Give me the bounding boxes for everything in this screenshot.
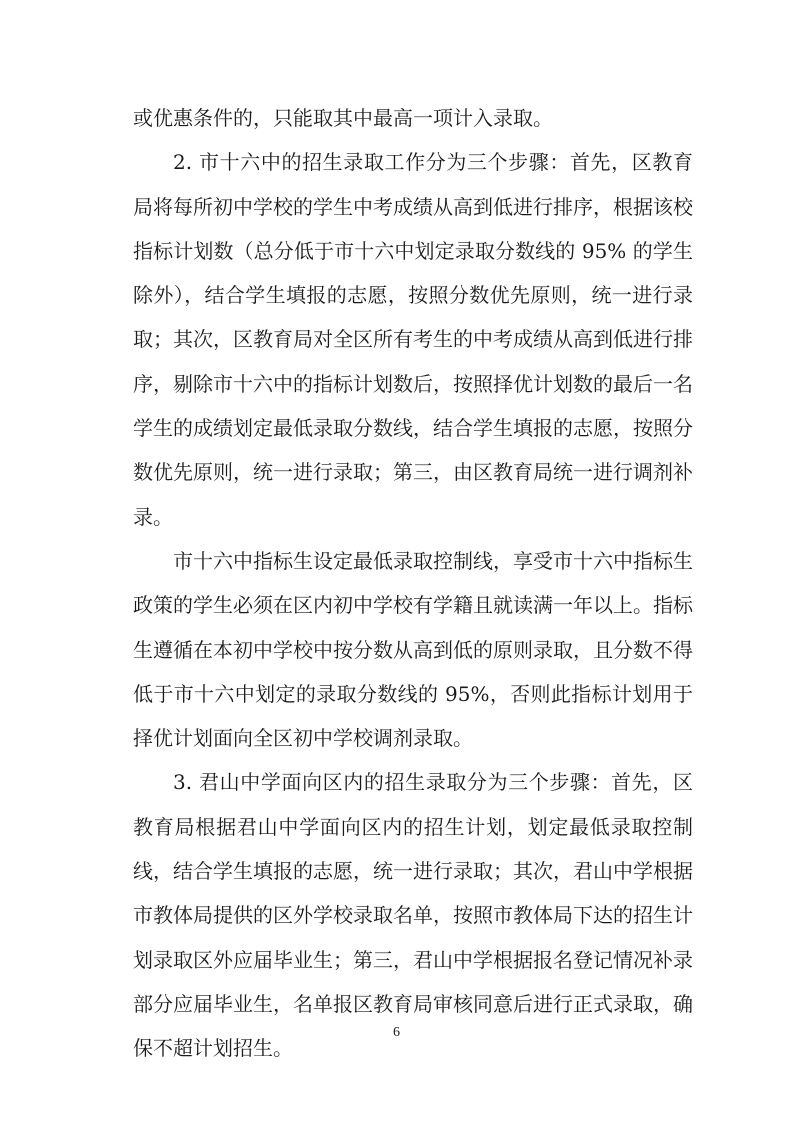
paragraph-item-3: 3. 君山中学面向区内的招生录取分为三个步骤：首先，区教育局根据君山中学面向区内的招生计划，划定最低录取控制线，结合学生填报的志愿，统一进行录取；其次，君山中学根据市教体局提供的区外学校录取名单，按照市教体局下达的招生计划录取区外应届毕业生；第三，君山中学根据报名登记情况补录部分应届毕业生，名单报区教育局审核同意后进行正式录取，确保不超计划招生。	[133, 770, 693, 1061]
page-number: 6	[393, 1025, 400, 1040]
paragraph-item-2: 2. 市十六中的招生录取工作分为三个步骤：首先，区教育局将每所初中学校的学生中考成绩从高到低进行排序，根据该校指标计划数（总分低于市十六中划定录取分数线的 95% 的学生除外），结合学生填报的志愿，按照分数优先原则，统一进行录取；其次，区教育局对全区所有考生的中考成绩从高到低进行排序，剔除市十六中的指标计划数后，按照择优计划数的最后一名学生的成绩划定最低录取分数线，结合学生填报的志愿，按照分数优先原则，统一进行录取；第三，由区教育局统一进行调剂补录。	[133, 150, 693, 529]
paragraph-continuation: 或优惠条件的，只能取其中最高一项计入录取。	[133, 106, 553, 130]
document-body	[133, 96, 693, 1071]
paragraph-quota-students: 市十六中指标生设定最低录取控制线，享受市十六中指标生政策的学生必须在区内初中学校有学籍且就读满一年以上。指标生遵循在本初中学校中按分数从高到低的原则录取，且分数不得低于市十六中划定的录取分数线的 95%，否则此指标计划用于择优计划面向全区初中学校调剂录取。	[133, 548, 693, 751]
